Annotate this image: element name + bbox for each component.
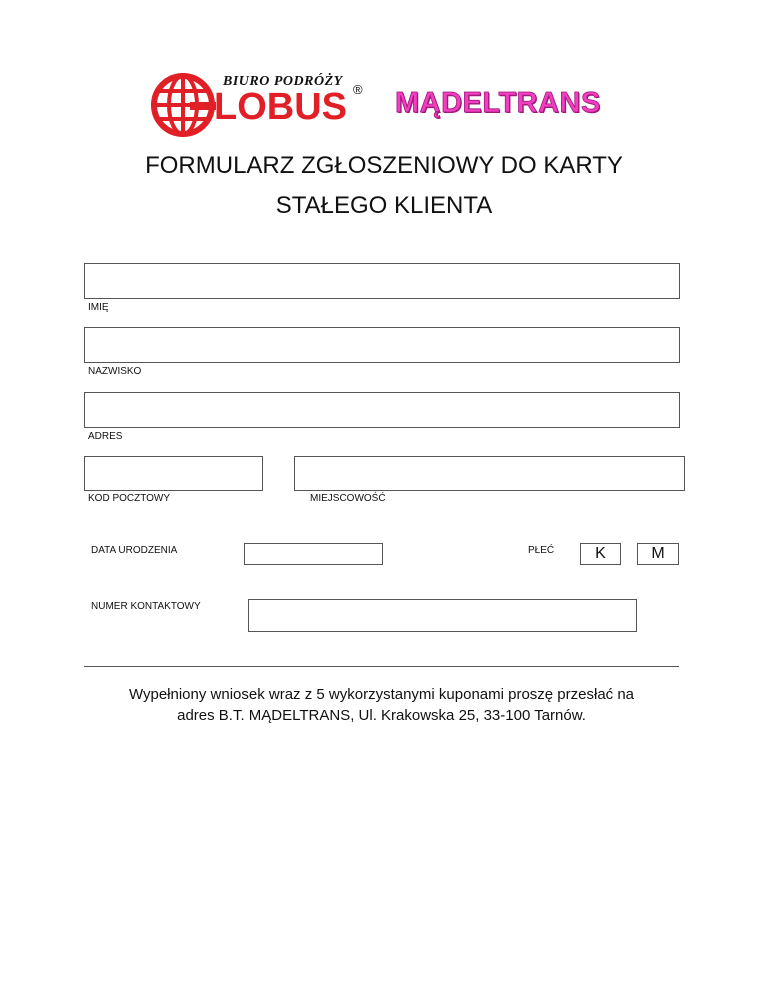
form-title-line-1: FORMULARZ ZGŁOSZENIOWY DO KARTY [145, 152, 623, 179]
address-field[interactable] [84, 392, 680, 428]
form-title [84, 146, 684, 226]
last-name-field[interactable] [84, 327, 680, 363]
phone-label: NUMER KONTAKTOWY [91, 601, 201, 612]
city-label: MIEJSCOWOŚĆ [310, 493, 386, 504]
phone-field[interactable] [248, 599, 637, 632]
gender-male-option[interactable]: M [637, 543, 679, 565]
madeltrans-logo [395, 86, 617, 120]
registered-mark: ® [353, 82, 363, 97]
footer-note-line-1: Wypełniony wniosek wraz z 5 wykorzystanymi kuponami proszę przesłać na [128, 686, 635, 703]
postal-code-label: KOD POCZTOWY [88, 493, 171, 504]
globus-tagline: BIURO PODRÓŻY [223, 74, 343, 89]
globus-wordmark: LOBUS [214, 86, 347, 128]
gender-female-option[interactable]: K [580, 543, 621, 565]
footer-note-line-2: adres B.T. MĄDELTRANS, Ul. Krakowska 25, 33-100 Tarnów. [177, 707, 586, 724]
globus-logo [150, 70, 372, 136]
form-title-line-2: STAŁEGO KLIENTA [275, 192, 493, 219]
last-name-label: NAZWISKO [88, 366, 142, 377]
birth-date-field[interactable] [244, 543, 383, 565]
footer-note [84, 684, 679, 726]
first-name-label: IMIĘ [88, 302, 109, 313]
address-label: ADRES [88, 431, 123, 442]
gender-label: PŁEĆ [528, 545, 555, 556]
madeltrans-wordmark: MĄDELTRANS [395, 87, 601, 119]
postal-code-field[interactable] [84, 456, 263, 491]
globe-icon [150, 72, 216, 138]
city-field[interactable] [294, 456, 685, 491]
divider [84, 666, 679, 667]
first-name-field[interactable] [84, 263, 680, 299]
birth-date-label: DATA URODZENIA [91, 545, 178, 556]
